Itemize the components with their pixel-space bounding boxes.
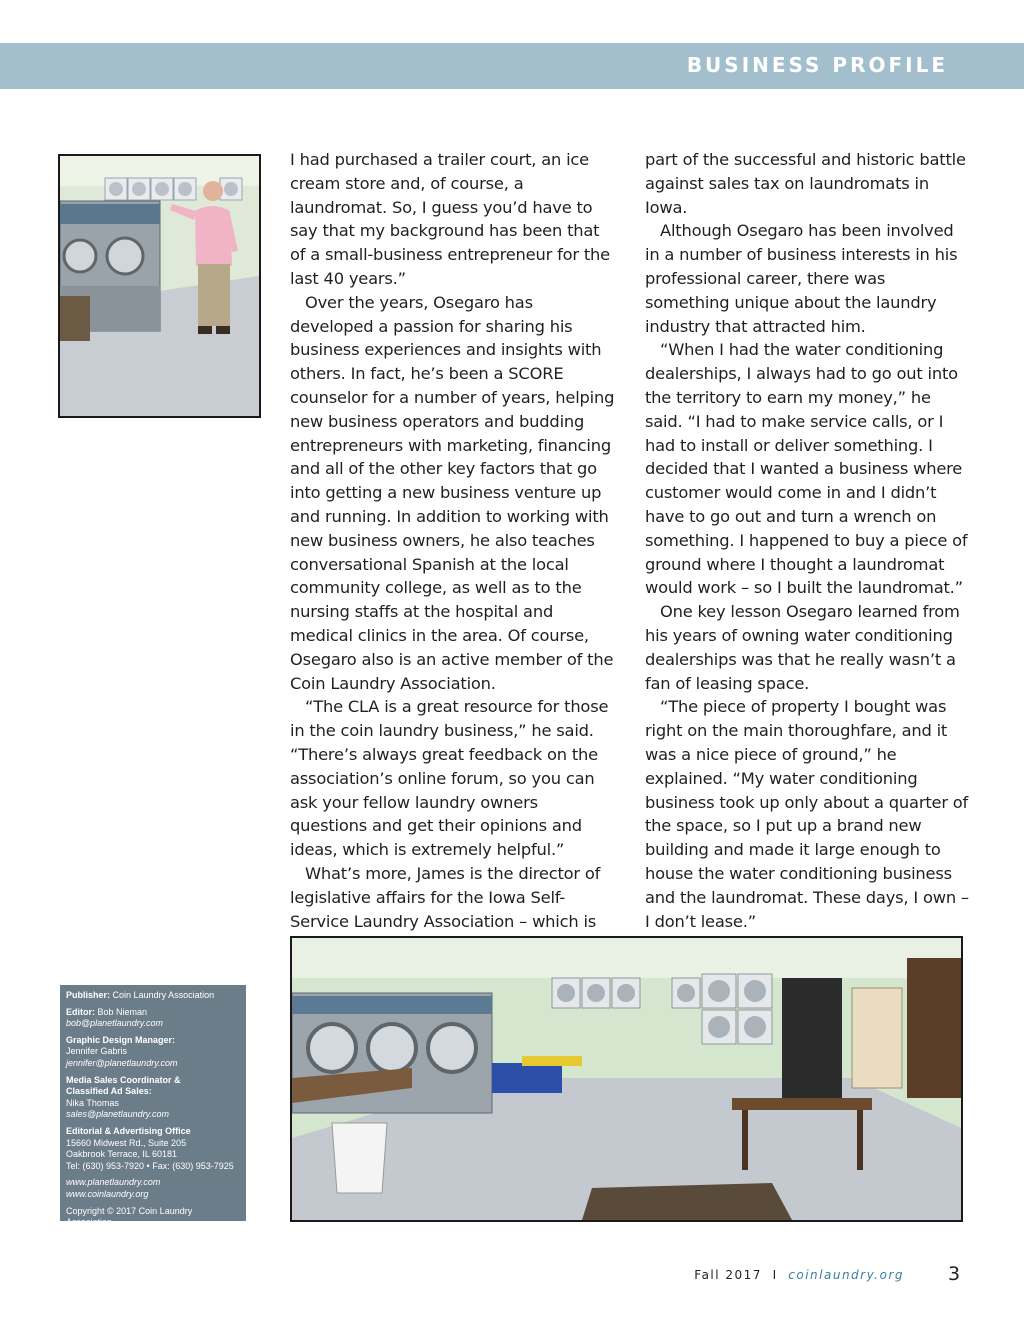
article-column-right <box>645 148 970 957</box>
masthead-office <box>66 1126 240 1172</box>
laundromat-interior-photo <box>290 936 963 1222</box>
editor-name: Bob Nieman <box>97 1006 148 1017</box>
design-name: Jennifer Gabris <box>66 1046 128 1057</box>
editor-email: bob@planetlaundry.com <box>66 1018 164 1029</box>
footer-website-link[interactable]: coinlaundry.org <box>788 1268 904 1282</box>
owner-photo <box>58 154 261 418</box>
paragraph: What’s more, James is the director of legislative affairs for the Iowa Self-Service Laundry Association – which is <box>290 863 601 931</box>
office-address-2: Oakbrook Terrace, IL 60181 <box>66 1149 178 1160</box>
paragraph: Although Osegaro has been involved in a number of business interests in his professional career, there was something unique about the laundry industry that attracted him. <box>645 221 958 336</box>
sales-label-1: Media Sales Coordinator & <box>66 1074 181 1085</box>
section-title: BUSINESS PROFILE <box>686 53 948 77</box>
website-link[interactable]: www.planetlaundry.com <box>66 1177 161 1188</box>
publisher-label: Publisher: <box>66 990 111 1000</box>
masthead-sales <box>66 1075 240 1121</box>
paragraph: “When I had the water conditioning dealerships, I always had to go out into the territory to earn my money,” he said. “I had to make service calls, or I had to install or deliver something. I decided that I wanted a business where customer would come in and I didn’t have to go out and turn a wrench on something. I happened to buy a piece of ground where I thought a laundromat would work – so I built the laundromat.” <box>645 340 968 598</box>
editor-label: Editor: <box>66 1006 95 1017</box>
sales-name: Nika Thomas <box>66 1097 119 1108</box>
office-address-1: 15660 Midwest Rd., Suite 205 <box>66 1137 187 1148</box>
paragraph: “The piece of property I bought was right on the main thoroughfare, and it was a nice piece of ground,” he explained. “My water conditioning business took up only about a quarter of the space, so I put up a brand new building and made it large enough to house the water conditioning business and the laundromat. These days, I own – I don’t lease.” <box>645 697 969 931</box>
design-label: Graphic Design Manager: <box>66 1034 176 1045</box>
office-label: Editorial & Advertising Office <box>66 1125 191 1136</box>
footer-separator: I <box>772 1268 778 1282</box>
paragraph: “The CLA is a great resource for those in the coin laundry business,” he said. “There’s always great feedback on the association’s online forum, so you can ask your fellow laundry owners questions and get their opinions and ideas, which is extremely helpful.” <box>290 697 609 860</box>
owner-photo-illustration <box>60 156 259 416</box>
masthead-editor <box>66 1007 240 1030</box>
masthead-publisher <box>66 990 240 1002</box>
masthead-box <box>60 985 246 1228</box>
publisher-name: Coin Laundry Association <box>112 990 215 1000</box>
page-number: 3 <box>948 1263 961 1285</box>
paragraph: Over the years, Osegaro has developed a passion for sharing his business experiences and insights with others. In fact, he’s been a SCORE counselor for a number of years, helping new business operators and budding entrepreneurs with marketing, financing and all of the other key factors that go into getting a new business venture up and running. In addition to working with new business owners, he also teaches conversational Spanish at the local community college, as well as to the nursing staffs at the hospital and medical clinics in the area. Of course, Osegaro also is an active member of the Coin Laundry Association. <box>290 292 615 693</box>
paragraph: part of the successful and historic battle against sales tax on laundromats in Iowa. <box>645 150 966 217</box>
article-column-left <box>290 148 615 981</box>
laundromat-interior-illustration <box>292 938 961 1220</box>
header-band <box>0 43 1024 89</box>
sales-label-2: Classified Ad Sales: <box>66 1086 152 1097</box>
website-link[interactable]: www.coinlaundry.org <box>66 1188 149 1199</box>
design-email: jennifer@planetlaundry.com <box>66 1057 178 1068</box>
sales-email: sales@planetlaundry.com <box>66 1109 170 1120</box>
paragraph: I had purchased a trailer court, an ice cream store and, of course, a laundromat. So, I guess you’d have to say that my background has been that of a small-business entrepreneur for the last 40 years.” <box>290 150 610 288</box>
page-footer <box>694 1268 904 1282</box>
masthead-design <box>66 1035 240 1070</box>
paragraph: One key lesson Osegaro learned from his years of owning water conditioning dealerships was that he really wasn’t a fan of leasing space. <box>645 602 960 693</box>
issue-date: Fall 2017 <box>694 1268 762 1282</box>
office-phone: Tel: (630) 953-7920 • Fax: (630) 953-7925 <box>66 1160 234 1171</box>
masthead-copyright: Copyright © 2017 Coin Laundry Association <box>66 1205 193 1228</box>
masthead-websites <box>66 1177 240 1200</box>
